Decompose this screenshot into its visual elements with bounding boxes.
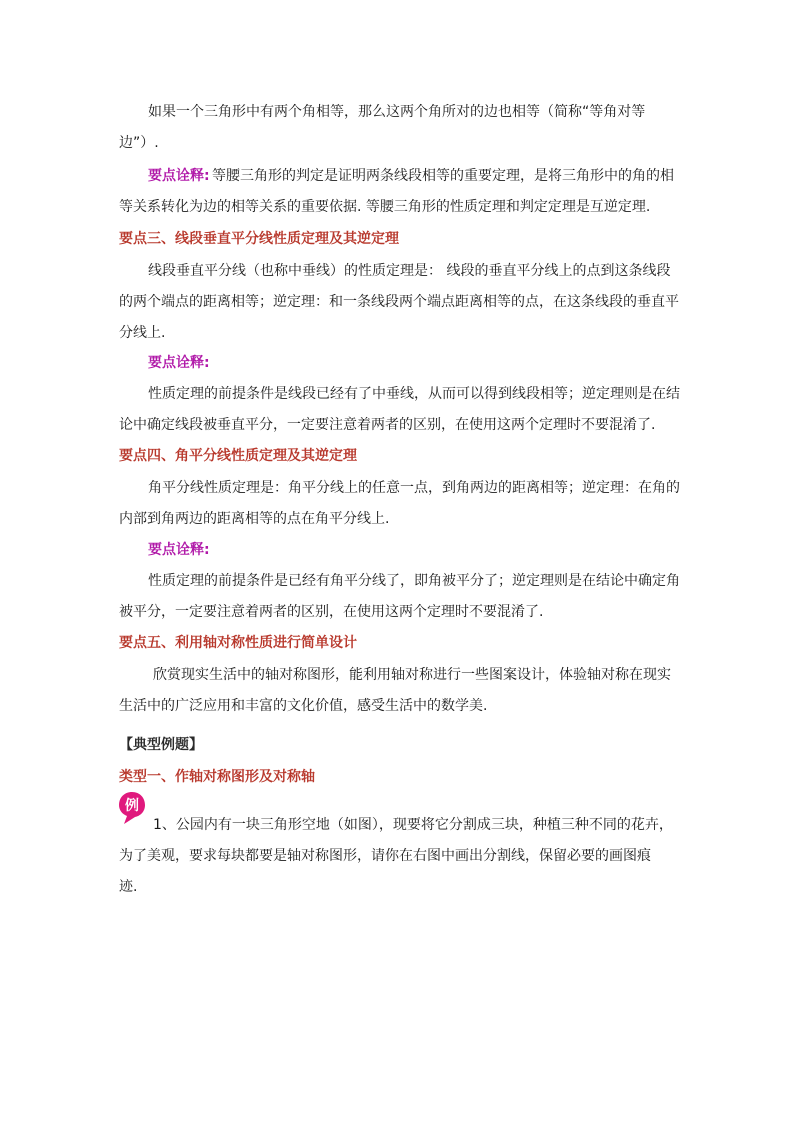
body-text: 欣赏现实生活中的轴对称图形，能利用轴对称进行一些图案设计，体验轴对称在现实 (153, 667, 671, 683)
body-text: 角平分线性质定理是：角平分线上的任意一点，到角两边的距离相等；逆定理：在角的 (148, 480, 680, 496)
body-text: 内部到角两边的距离相等的点在角平分线上. (119, 511, 390, 527)
example-badge-shape (118, 791, 146, 825)
body-text: 线段垂直平分线（也称中垂线）的性质定理是： 线段的垂直平分线上的点到这条线段 (148, 263, 671, 279)
section-heading: 要点五、利用轴对称性质进行简单设计 (119, 635, 357, 651)
body-text: 生活中的广泛应用和丰富的文化价值，感受生活中的数学美. (119, 698, 488, 714)
body-text: 1、公园内有一块三角形空地（如图），现要将它分割成三块，种植三种不同的花卉， (153, 817, 673, 833)
body-text: 如果一个三角形中有两个角相等，那么这两个角所对的边也相等（简称“等角对等 (148, 104, 646, 120)
body-text: 性质定理的前提条件是线段已经有了中垂线，从而可以得到线段相等；逆定理则是在结 (148, 386, 680, 402)
body-text: 迹. (119, 879, 138, 895)
body-text: 边”）. (119, 135, 159, 151)
example-badge-char: 例 (125, 798, 139, 814)
body-text: 等腰三角形的判定是证明两条线段相等的重要定理，是将三角形中的角的相 (212, 168, 674, 184)
section-heading: 要点四、角平分线性质定理及其逆定理 (119, 448, 357, 464)
body-text: 的两个端点的距离相等；逆定理：和一条线段两个端点距离相等的点，在这条线段的垂直平 (119, 294, 679, 310)
example-badge-icon (118, 791, 146, 825)
key-point-note-label: 要点诠释: (148, 168, 210, 184)
body-text: 等关系转化为边的相等关系的重要依据. 等腰三角形的性质定理和判定定理是互逆定理. (119, 199, 651, 215)
examples-heading: 【典型例题】 (119, 737, 203, 753)
type-heading: 类型一、作轴对称图形及对称轴 (119, 769, 315, 785)
body-text: 分线上. (119, 325, 166, 341)
body-text: 性质定理的前提条件是已经有角平分线了，即角被平分了；逆定理则是在结论中确定角 (148, 573, 680, 589)
key-point-note-label: 要点诠释: (148, 355, 210, 371)
body-text: 论中确定线段被垂直平分，一定要注意着两者的区别，在使用这两个定理时不要混淆了. (119, 417, 656, 433)
body-text: 为了美观，要求每块都要是轴对称图形，请你在右图中画出分割线，保留必要的画图痕 (119, 848, 651, 864)
key-point-note-label: 要点诠释: (148, 542, 210, 558)
body-text: 被平分，一定要注意着两者的区别，在使用这两个定理时不要混淆了. (119, 604, 544, 620)
section-heading: 要点三、线段垂直平分线性质定理及其逆定理 (119, 231, 399, 247)
